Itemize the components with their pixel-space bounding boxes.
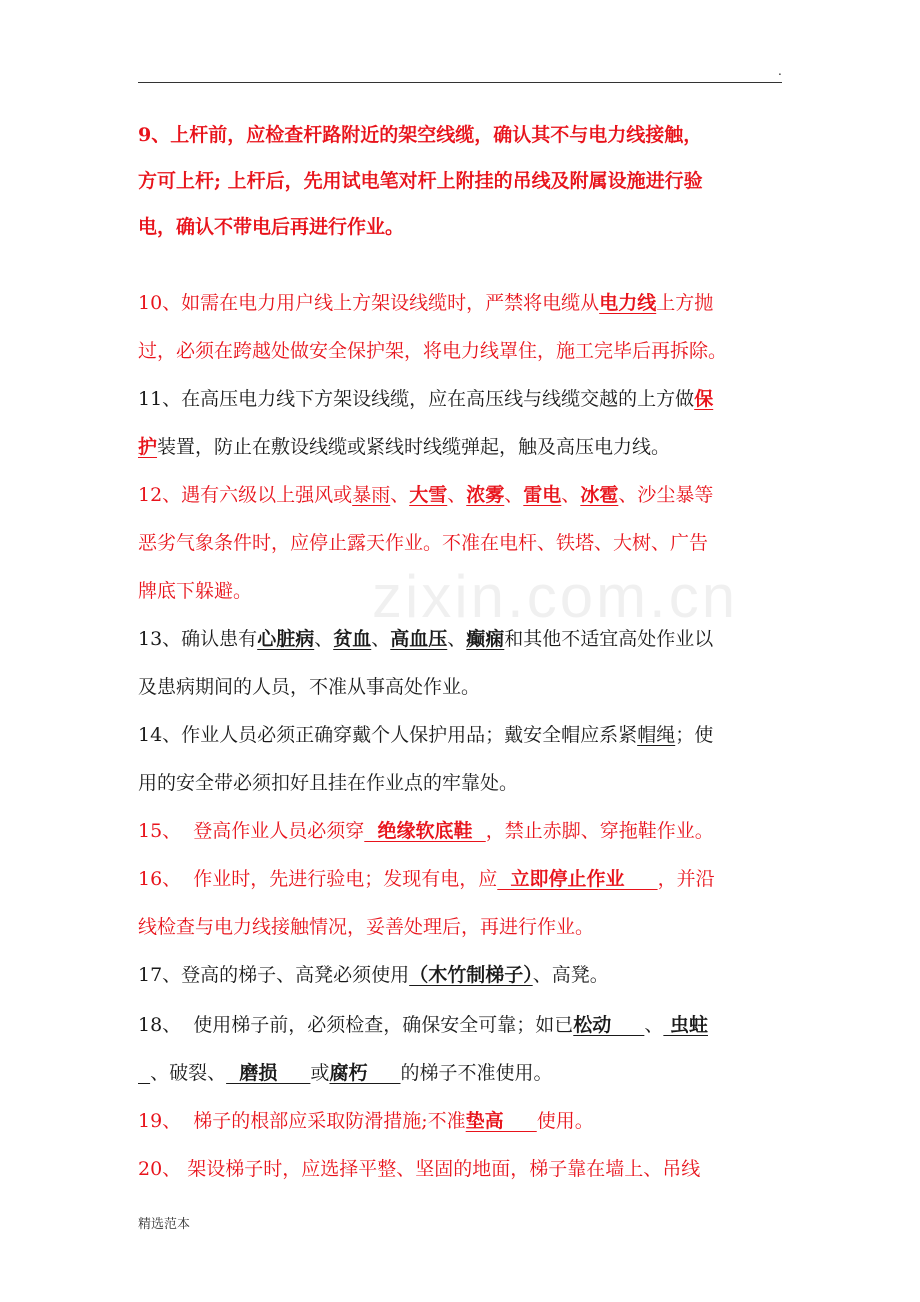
item-12-line-1 xyxy=(138,480,788,528)
item-13-line-2: 及患病期间的人员，不准从事高处作业。 xyxy=(138,676,481,698)
item-18-line-2 xyxy=(138,1058,788,1106)
item-17 xyxy=(138,960,788,1008)
item-13-blank-heart: 心脏病 xyxy=(257,628,315,650)
item-10-line-2: 过，必须在跨越处做安全保护架，将电力线罩住，施工完毕后再拆除。 xyxy=(138,340,728,362)
item-12-sep-2: 、 xyxy=(447,484,467,506)
item-13 xyxy=(138,624,788,720)
item-13-sep-1: 、 xyxy=(314,628,334,650)
item-18-text-a: 18、 使用梯子前，必须检查，确保安全可靠；如已 xyxy=(138,1014,574,1036)
item-12-sep-4: 、 xyxy=(561,484,581,506)
item-10-blank-power-line: 电力线 xyxy=(599,292,657,314)
item-16 xyxy=(138,864,788,960)
item-13-blank-epilepsy: 癫痫 xyxy=(466,628,505,650)
item-12-blank-snow: 大雪 xyxy=(409,484,448,506)
item-16-text-b: ，并沿 xyxy=(657,868,715,890)
item-11-text-b: 装置，防止在敷设线缆或紧线时线缆弹起，触及高压电力线。 xyxy=(157,436,671,458)
item-13-text-b: 和其他不适宜高处作业以 xyxy=(504,628,714,650)
item-15-text-a: 15、 登高作业人员必须穿 xyxy=(138,820,365,842)
item-13-sep-2: 、 xyxy=(371,628,391,650)
item-12-sep-1: 、 xyxy=(390,484,410,506)
item-19-line-1 xyxy=(138,1106,788,1154)
item-12-blank-hail: 冰雹 xyxy=(580,484,619,506)
item-10 xyxy=(138,288,788,384)
item-19 xyxy=(138,1106,788,1154)
item-11-line-2 xyxy=(138,432,788,480)
item-14 xyxy=(138,720,788,816)
item-15 xyxy=(138,816,788,864)
item-9-line-3: 电，确认不带电后再进行作业。 xyxy=(138,216,405,238)
item-18-blank-loose: 松动 xyxy=(573,1014,645,1036)
item-18-blank-worn: 磨损 xyxy=(226,1062,311,1084)
item-14-text-a: 14、作业人员必须正确穿戴个人保护用品；戴安全帽应系紧 xyxy=(138,724,638,746)
header-rule xyxy=(138,82,782,83)
item-11-line-1 xyxy=(138,384,788,432)
item-17-text-b: 、高凳。 xyxy=(532,964,609,986)
item-13-line-1 xyxy=(138,624,788,672)
item-18 xyxy=(138,1010,788,1106)
item-9-line-2: 方可上杆; 上杆后，先用试电笔对杆上附挂的吊线及附属设施进行验 xyxy=(138,170,703,192)
item-10-text-b: 上方抛 xyxy=(656,292,714,314)
item-20-line-1: 20、 架设梯子时，应选择平整、坚固的地面，梯子靠在墙上、吊线 xyxy=(138,1158,701,1180)
item-13-sep-3: 、 xyxy=(447,628,467,650)
item-19-blank-raise: 垫高 xyxy=(465,1110,537,1132)
item-11-text-a: 11、在高压电力线下方架设线缆，应在高压线与线缆交越的上方做 xyxy=(138,388,695,410)
item-12-line-2: 恶劣气象条件时，应停止露天作业。不准在电杆、铁塔、大树、广告 xyxy=(138,532,709,554)
item-18-blank-cont xyxy=(138,1062,150,1084)
item-12-sep-3: 、 xyxy=(504,484,524,506)
item-18-blank-wormeaten: 虫蛀 xyxy=(663,1014,708,1036)
item-10-text-a: 10、如需在电力用户线上方架设线缆时，严禁将电缆从 xyxy=(138,292,600,314)
header-mark: . xyxy=(778,64,782,78)
item-16-line-2: 线检查与电力线接触情况，妥善处理后，再进行作业。 xyxy=(138,916,595,938)
item-17-text-a: 17、登高的梯子、高凳必须使用 xyxy=(138,964,410,986)
item-9 xyxy=(138,120,788,258)
item-18-blank-rotten: 腐朽 xyxy=(329,1062,401,1084)
item-16-line-1 xyxy=(138,864,788,912)
item-12-blank-rainstorm: 暴雨 xyxy=(352,484,391,506)
item-20 xyxy=(138,1154,788,1202)
item-14-line-2: 用的安全带必须扣好且挂在作业点的牢靠处。 xyxy=(138,772,519,794)
item-15-blank-shoes: 绝缘软底鞋 xyxy=(364,820,486,842)
item-12-line-3: 牌底下躲避。 xyxy=(138,580,253,602)
item-13-blank-anemia: 贫血 xyxy=(333,628,372,650)
item-12 xyxy=(138,480,788,624)
item-12-blank-fog: 浓雾 xyxy=(466,484,505,506)
item-18-line-1 xyxy=(138,1010,788,1058)
footer-text: 精选范本 xyxy=(138,1217,191,1232)
item-17-blank-ladder: （木竹制梯子） xyxy=(409,964,533,986)
item-16-blank-stop: 立即停止作业 xyxy=(497,868,658,890)
item-12-blank-thunder: 雷电 xyxy=(523,484,562,506)
item-13-blank-hypertension: 高血压 xyxy=(390,628,448,650)
item-16-text-a: 16、 作业时，先进行验电；发现有电，应 xyxy=(138,868,498,890)
item-15-line-1 xyxy=(138,816,788,864)
item-11-blank-a: 保 xyxy=(694,388,714,410)
item-14-blank-strap: 帽绳 xyxy=(637,724,676,746)
item-13-text-a: 13、确认患有 xyxy=(138,628,258,650)
item-18-text-c: 或 xyxy=(310,1062,330,1084)
item-19-text-b: 使用。 xyxy=(536,1110,594,1132)
item-14-text-b: ；使 xyxy=(675,724,714,746)
item-11-blank-b: 护 xyxy=(138,436,158,458)
item-19-text-a: 19、 梯子的根部应采取防滑措施;不准 xyxy=(138,1110,466,1132)
item-18-text-d: 的梯子不准使用。 xyxy=(400,1062,553,1084)
item-18-text-b: 、破裂、 xyxy=(150,1062,227,1084)
item-11 xyxy=(138,384,788,480)
item-9-line-1: 9、上杆前，应检查杆路附近的架空线缆，确认其不与电力线接触， xyxy=(138,124,703,146)
item-12-text-b: 、沙尘暴等 xyxy=(618,484,714,506)
watermark: zixin.com.cn xyxy=(372,563,739,630)
item-12-text-a: 12、遇有六级以上强风或 xyxy=(138,484,353,506)
item-18-sep-1: 、 xyxy=(644,1014,664,1036)
item-10-line-1 xyxy=(138,288,788,336)
item-17-line-1 xyxy=(138,960,788,1008)
item-15-text-b: ，禁止赤脚、穿拖鞋作业。 xyxy=(485,820,714,842)
item-14-line-1 xyxy=(138,720,788,768)
